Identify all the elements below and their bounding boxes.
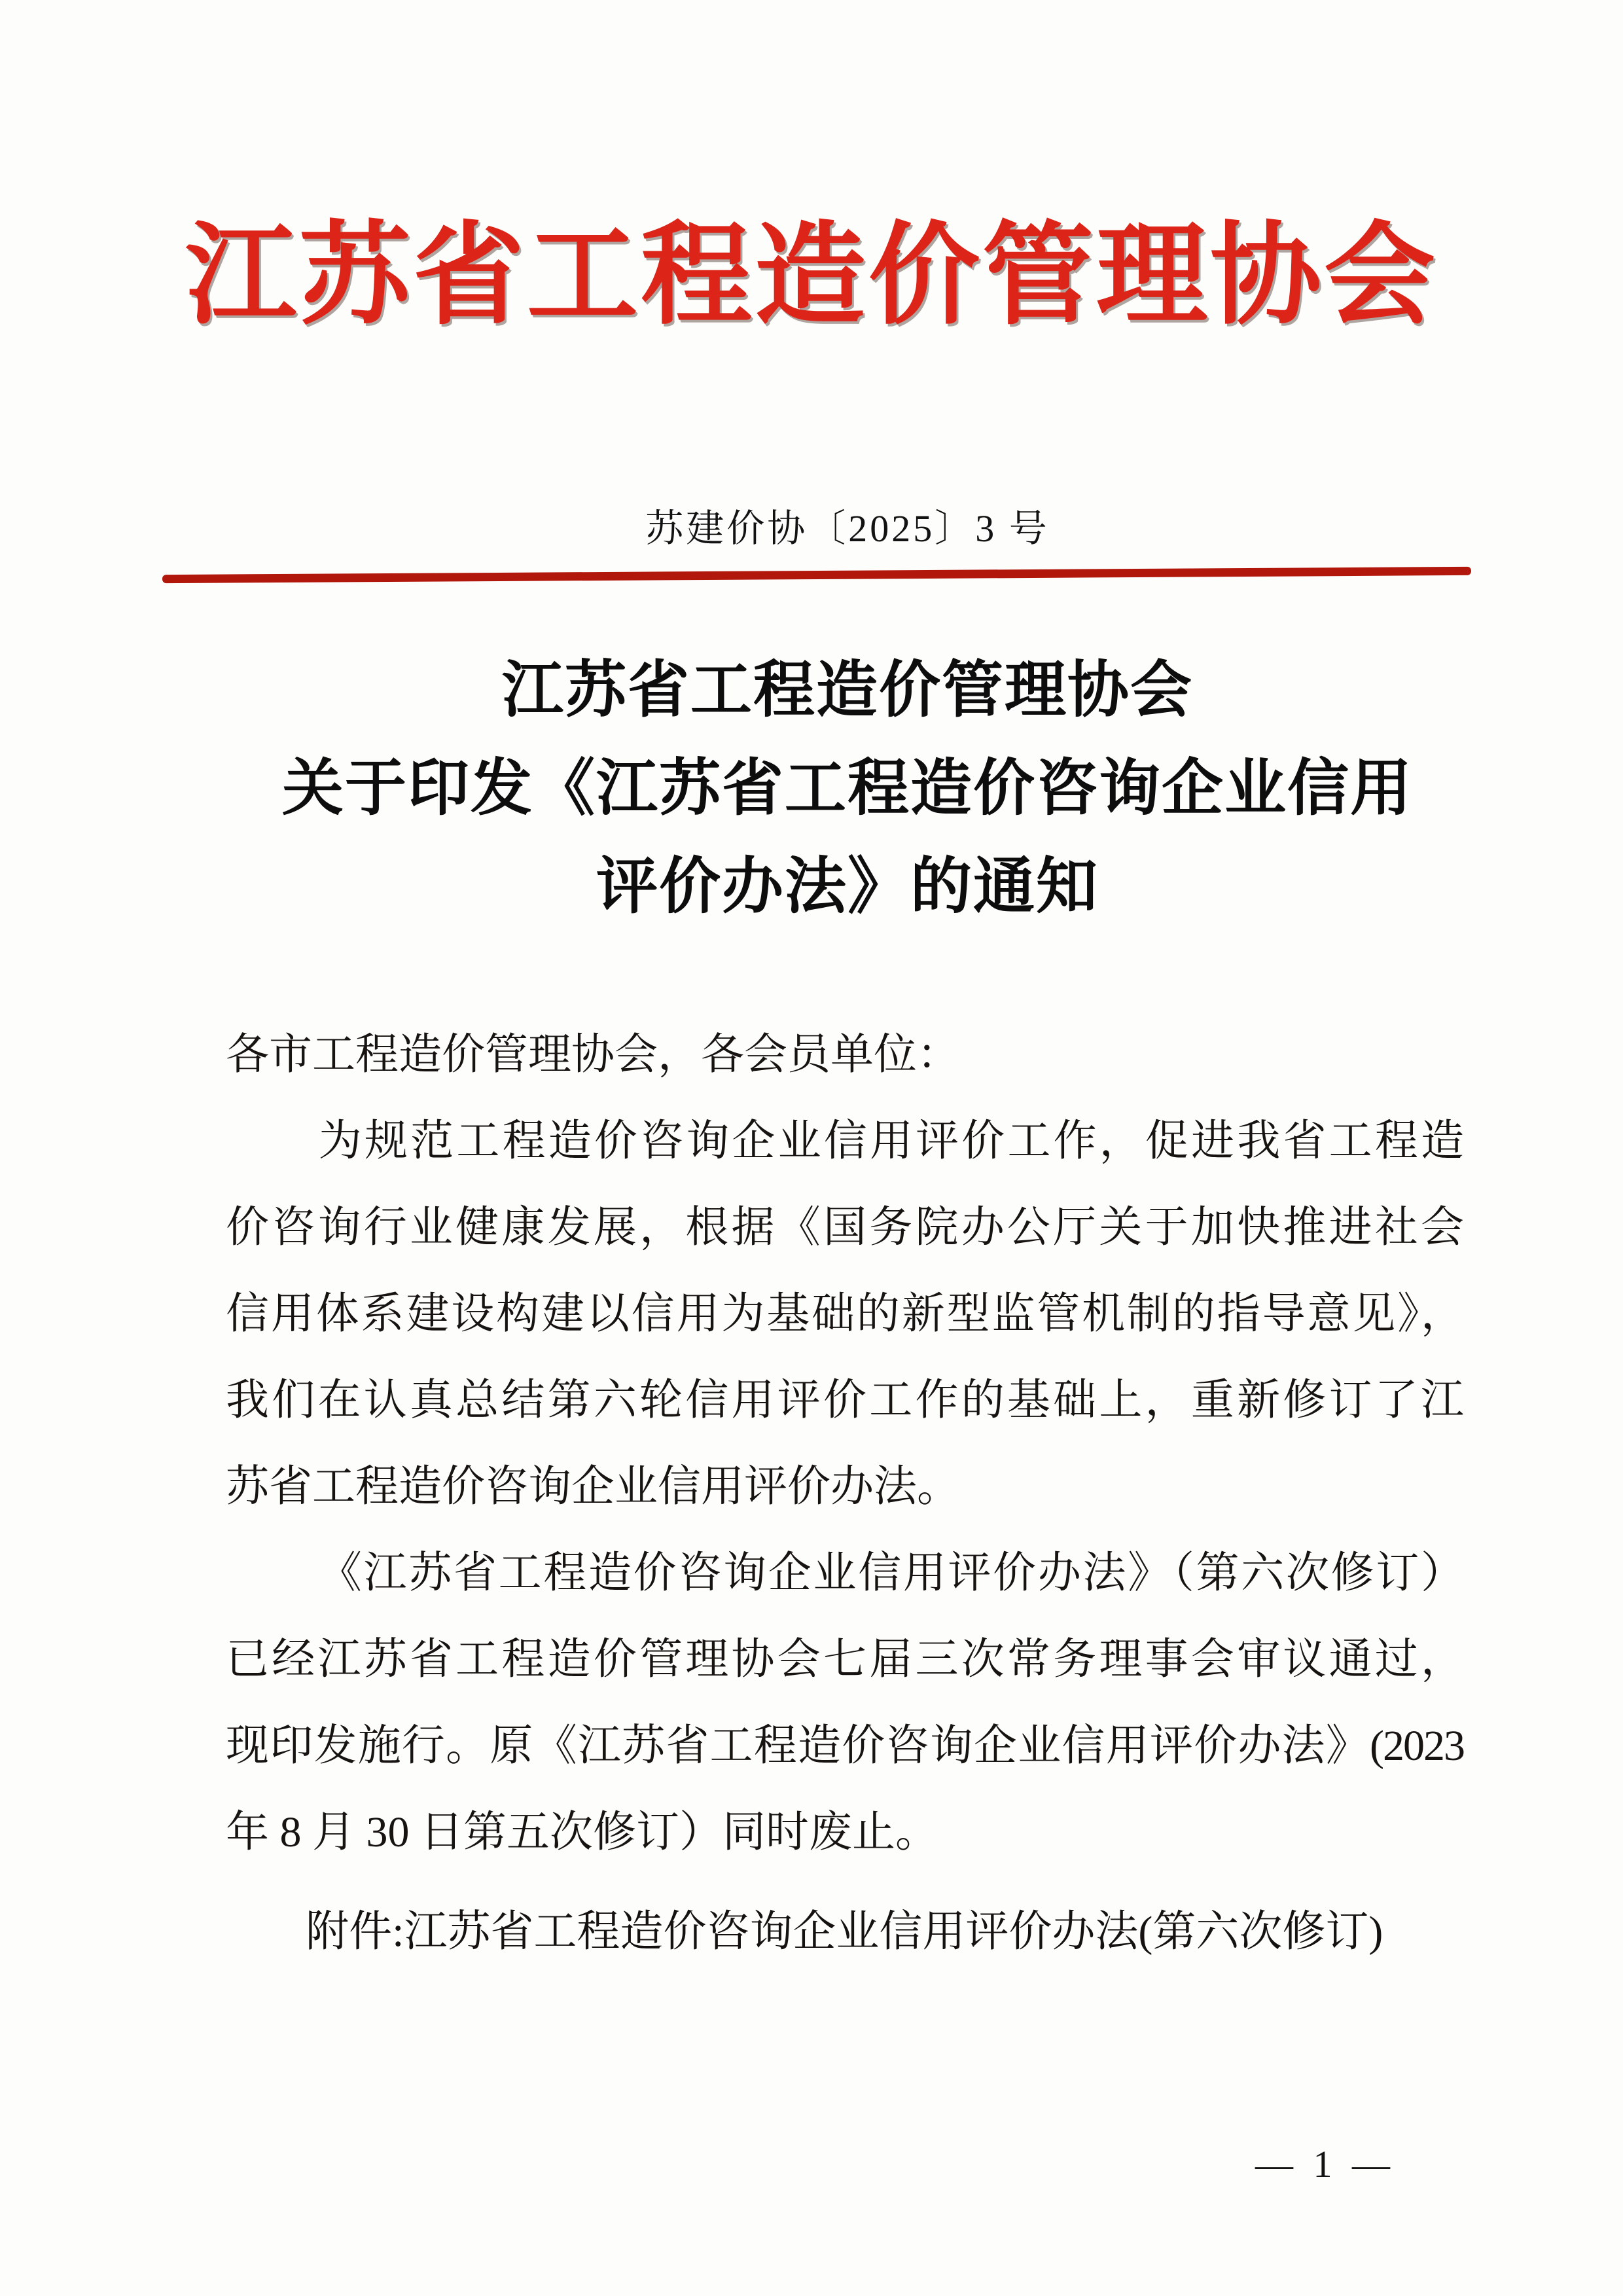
notice-title-line-1: 江苏省工程造价管理协会 (501, 656, 1193, 725)
letterhead-title: 江苏省工程造价管理协会 (185, 215, 1438, 338)
notice-title (36, 641, 1623, 936)
body-line: 我们在认真总结第六轮信用评价工作的基础上，重新修订了江 (226, 1376, 1464, 1424)
page-number: — 1 — (1255, 2143, 1395, 2185)
body-line: 苏省工程造价咨询企业信用评价办法。 (226, 1463, 960, 1511)
doc-number: 苏建价协〔2025〕3 号 (645, 507, 1050, 550)
body-line: 年 8 月 30 日第五次修订）同时废止。 (226, 1808, 938, 1856)
attachment-line: 附件:江苏省工程造价咨询企业信用评价办法(第六次修订) (306, 1908, 1383, 1956)
body-line: 已经江苏省工程造价管理协会七届三次常务理事会审议通过， (226, 1636, 1464, 1683)
notice-body (226, 1012, 1464, 1876)
notice-title-line-2: 关于印发《江苏省工程造价咨询企业信用 (281, 755, 1413, 823)
body-line: 现印发施行。原《江苏省工程造价咨询企业信用评价办法》(2023 (226, 1722, 1464, 1770)
body-line: 信用体系建设构建以信用为基础的新型监管机制的指导意见》， (226, 1290, 1464, 1338)
red-divider-line (162, 567, 1471, 583)
body-line: 价咨询行业健康发展，根据《国务院办公厅关于加快推进社会 (226, 1204, 1464, 1251)
salutation-line: 各市工程造价管理协会，各会员单位： (226, 1031, 960, 1079)
body-line: 为规范工程造价咨询企业信用评价工作，促进我省工程造 (318, 1117, 1464, 1165)
notice-title-line-3: 评价办法》的通知 (596, 853, 1099, 921)
body-line: 《江苏省工程造价咨询企业信用评价办法》（第六次修订） (318, 1549, 1464, 1597)
